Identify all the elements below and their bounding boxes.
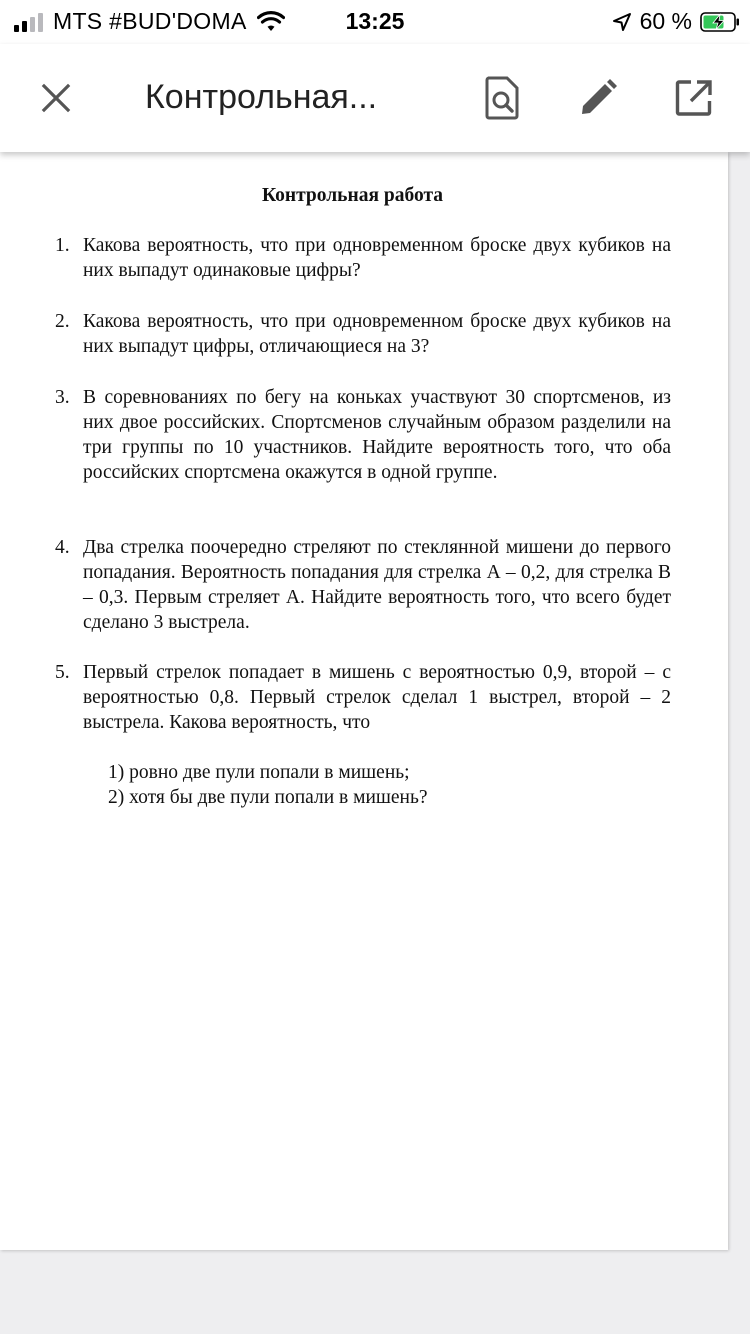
question-number: 1. xyxy=(55,235,70,256)
wifi-icon xyxy=(257,11,285,33)
document-toolbar xyxy=(0,44,750,152)
document-page xyxy=(0,152,728,1250)
open-external-button[interactable] xyxy=(670,74,718,122)
document-heading: Контрольная работа xyxy=(261,185,444,206)
question-number: 5. xyxy=(55,662,70,683)
signal-icon xyxy=(14,12,43,32)
battery-charging-icon xyxy=(700,12,740,32)
status-bar xyxy=(0,0,750,44)
edit-pencil-icon xyxy=(578,78,618,118)
find-in-document-button[interactable] xyxy=(478,74,526,122)
clock-time: 13:25 xyxy=(345,8,405,34)
edit-button[interactable] xyxy=(574,74,622,122)
question-text: Какова вероятность, что при одновременном броске двух кубиков на них выпадут цифры, отличающиеся на 3? xyxy=(83,311,671,357)
question-4 xyxy=(55,535,671,635)
question-text: Два стрелка поочередно стреляют по стеклянной мишени до первого попадания. Вероятность попадания для стрелка А – 0,2, для стрелка В – 0,3. Первым стреляет А. Найдите вероятность того, что всего будет сделано 3 выстрела. xyxy=(83,537,671,633)
question-2 xyxy=(55,309,671,359)
open-external-icon xyxy=(675,79,713,117)
close-icon xyxy=(40,82,72,114)
question-1 xyxy=(55,233,671,283)
find-in-document-icon xyxy=(484,76,520,120)
question-number: 4. xyxy=(55,537,70,558)
document-title: Контрольная... xyxy=(145,78,378,116)
carrier-name: MTS #BUD'DOMA xyxy=(53,8,247,34)
location-arrow-icon xyxy=(612,12,632,32)
question-number: 2. xyxy=(55,311,70,332)
question-text: Какова вероятность, что при одновременном броске двух кубиков на них выпадут одинаковые цифры? xyxy=(83,235,671,281)
question-5 xyxy=(55,660,671,735)
question-text: Первый стрелок попадает в мишень с вероятностью 0,9, второй – с вероятностью 0,8. Первый стрелок сделал 1 выстрел, второй – 2 выстрела. Какова вероятность, что xyxy=(83,662,671,733)
question-number: 3. xyxy=(55,387,70,408)
question-3 xyxy=(55,385,671,485)
subitem-2: 2) хотя бы две пули попали в мишень? xyxy=(108,787,428,808)
battery-percent: 60 % xyxy=(639,8,692,34)
close-button[interactable] xyxy=(32,74,80,122)
subitem-1: 1) ровно две пули попали в мишень; xyxy=(108,762,410,783)
question-text: В соревнованиях по бегу на коньках участвуют 30 спортсменов, из них двое российских. Спортсменов случайным образом разделили на три группы по 10 участников. Найдите вероятность того, что оба российских спортсмена окажутся в одной группе. xyxy=(83,387,671,483)
